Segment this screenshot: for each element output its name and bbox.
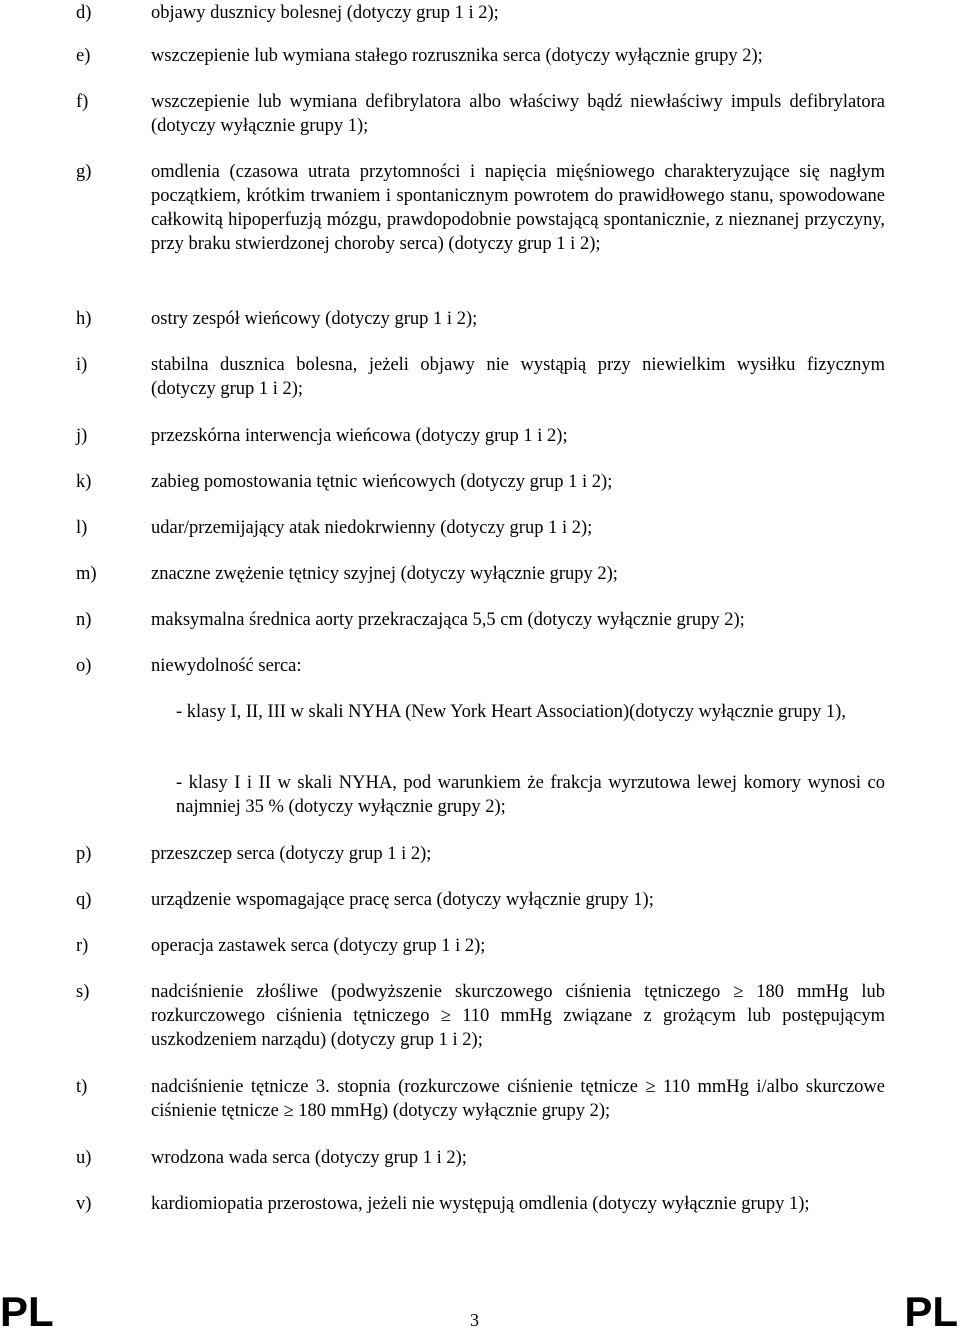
- item-text: stabilna dusznica bolesna, jeżeli objawy nie wystąpią przy niewielkim wysiłku fizycznym (dotyczy grup 1 i 2);: [151, 355, 885, 399]
- item-text: wrodzona wada serca (dotyczy grup 1 i 2);: [151, 1148, 467, 1168]
- item-letter: m): [76, 564, 97, 584]
- item-letter: q): [76, 890, 92, 910]
- page-number: 3: [470, 1310, 479, 1330]
- item-letter: d): [76, 3, 92, 23]
- item-text: objawy dusznicy bolesnej (dotyczy grup 1 i 2);: [151, 3, 499, 23]
- item-letter: t): [76, 1077, 88, 1097]
- item-text: przeszczep serca (dotyczy grup 1 i 2);: [151, 844, 432, 864]
- item-letter: r): [76, 936, 89, 956]
- item-text: operacja zastawek serca (dotyczy grup 1 i 2);: [151, 936, 486, 956]
- item-letter: j): [76, 426, 88, 446]
- item-text: przezskórna interwencja wieńcowa (dotyczy grup 1 i 2);: [151, 426, 568, 446]
- item-letter: u): [76, 1148, 92, 1168]
- item-text: udar/przemijający atak niedokrwienny (dotyczy grup 1 i 2);: [151, 518, 593, 538]
- item-text: urządzenie wspomagające pracę serca (dotyczy wyłącznie grupy 1);: [151, 890, 654, 910]
- item-letter: s): [76, 982, 90, 1002]
- item-letter: o): [76, 656, 92, 676]
- item-letter: h): [76, 309, 92, 329]
- item-letter: k): [76, 472, 92, 492]
- item-letter: p): [76, 844, 92, 864]
- item-text: nadciśnienie złośliwe (podwyższenie skurczowego ciśnienia tętniczego ≥ 180 mmHg lub rozkurczowego ciśnienia tętniczego ≥ 110 mmHg związane z grożącym lub postępującym uszkodzeniem narządu) (dotyczy grup 1 i 2);: [151, 982, 885, 1050]
- item-letter: g): [76, 162, 92, 182]
- item-letter: e): [76, 46, 91, 66]
- item-text: nadciśnienie tętnicze 3. stopnia (rozkurczowe ciśnienie tętnicze ≥ 110 mmHg i/albo skurczowe ciśnienie tętnicze ≥ 180 mmHg) (dotyczy wyłącznie grupy 2);: [151, 1077, 885, 1121]
- item-text: ostry zespół wieńcowy (dotyczy grup 1 i 2);: [151, 309, 478, 329]
- item-text: wszczepienie lub wymiana stałego rozrusznika serca (dotyczy wyłącznie grupy 2);: [151, 46, 763, 66]
- item-text: kardiomiopatia przerostowa, jeżeli nie występują omdlenia (dotyczy wyłącznie grupy 1);: [151, 1194, 810, 1214]
- item-text: znaczne zwężenie tętnicy szyjnej (dotyczy wyłącznie grupy 2);: [151, 564, 618, 584]
- item-letter: i): [76, 355, 88, 375]
- item-letter: l): [76, 518, 88, 538]
- item-text: wszczepienie lub wymiana defibrylatora albo właściwy bądź niewłaściwy impuls defibrylatora (dotyczy wyłącznie grupy 1);: [151, 92, 885, 136]
- sub-item-nyha-1: - klasy I, II, III w skali NYHA (New York Heart Association)(dotyczy wyłącznie grupy 1),: [176, 702, 846, 722]
- item-letter: f): [76, 92, 89, 112]
- footer-language-code-left: PL: [0, 1288, 54, 1335]
- item-text: maksymalna średnica aorty przekraczająca 5,5 cm (dotyczy wyłącznie grupy 2);: [151, 610, 745, 630]
- sub-item-nyha-2: - klasy I i II w skali NYHA, pod warunkiem że frakcja wyrzutowa lewej komory wynosi co najmniej 35 % (dotyczy wyłącznie grupy 2);: [176, 773, 885, 817]
- item-text: omdlenia (czasowa utrata przytomności i napięcia mięśniowego charakteryzujące się nagłym początkiem, krótkim trwaniem i spontanicznym powrotem do prawidłowego stanu, spowodowane całkowitą hipoperfuzją mózgu, prawdopodobnie powstającą spontanicznie, z nieznanej przyczyny, przy braku stwierdzonej choroby serca) (dotyczy grup 1 i 2);: [151, 162, 885, 254]
- item-text: zabieg pomostowania tętnic wieńcowych (dotyczy grup 1 i 2);: [151, 472, 613, 492]
- item-text: niewydolność serca:: [151, 656, 302, 676]
- item-letter: n): [76, 610, 92, 630]
- item-letter: v): [76, 1194, 92, 1214]
- footer-language-code-right: PL: [904, 1288, 958, 1335]
